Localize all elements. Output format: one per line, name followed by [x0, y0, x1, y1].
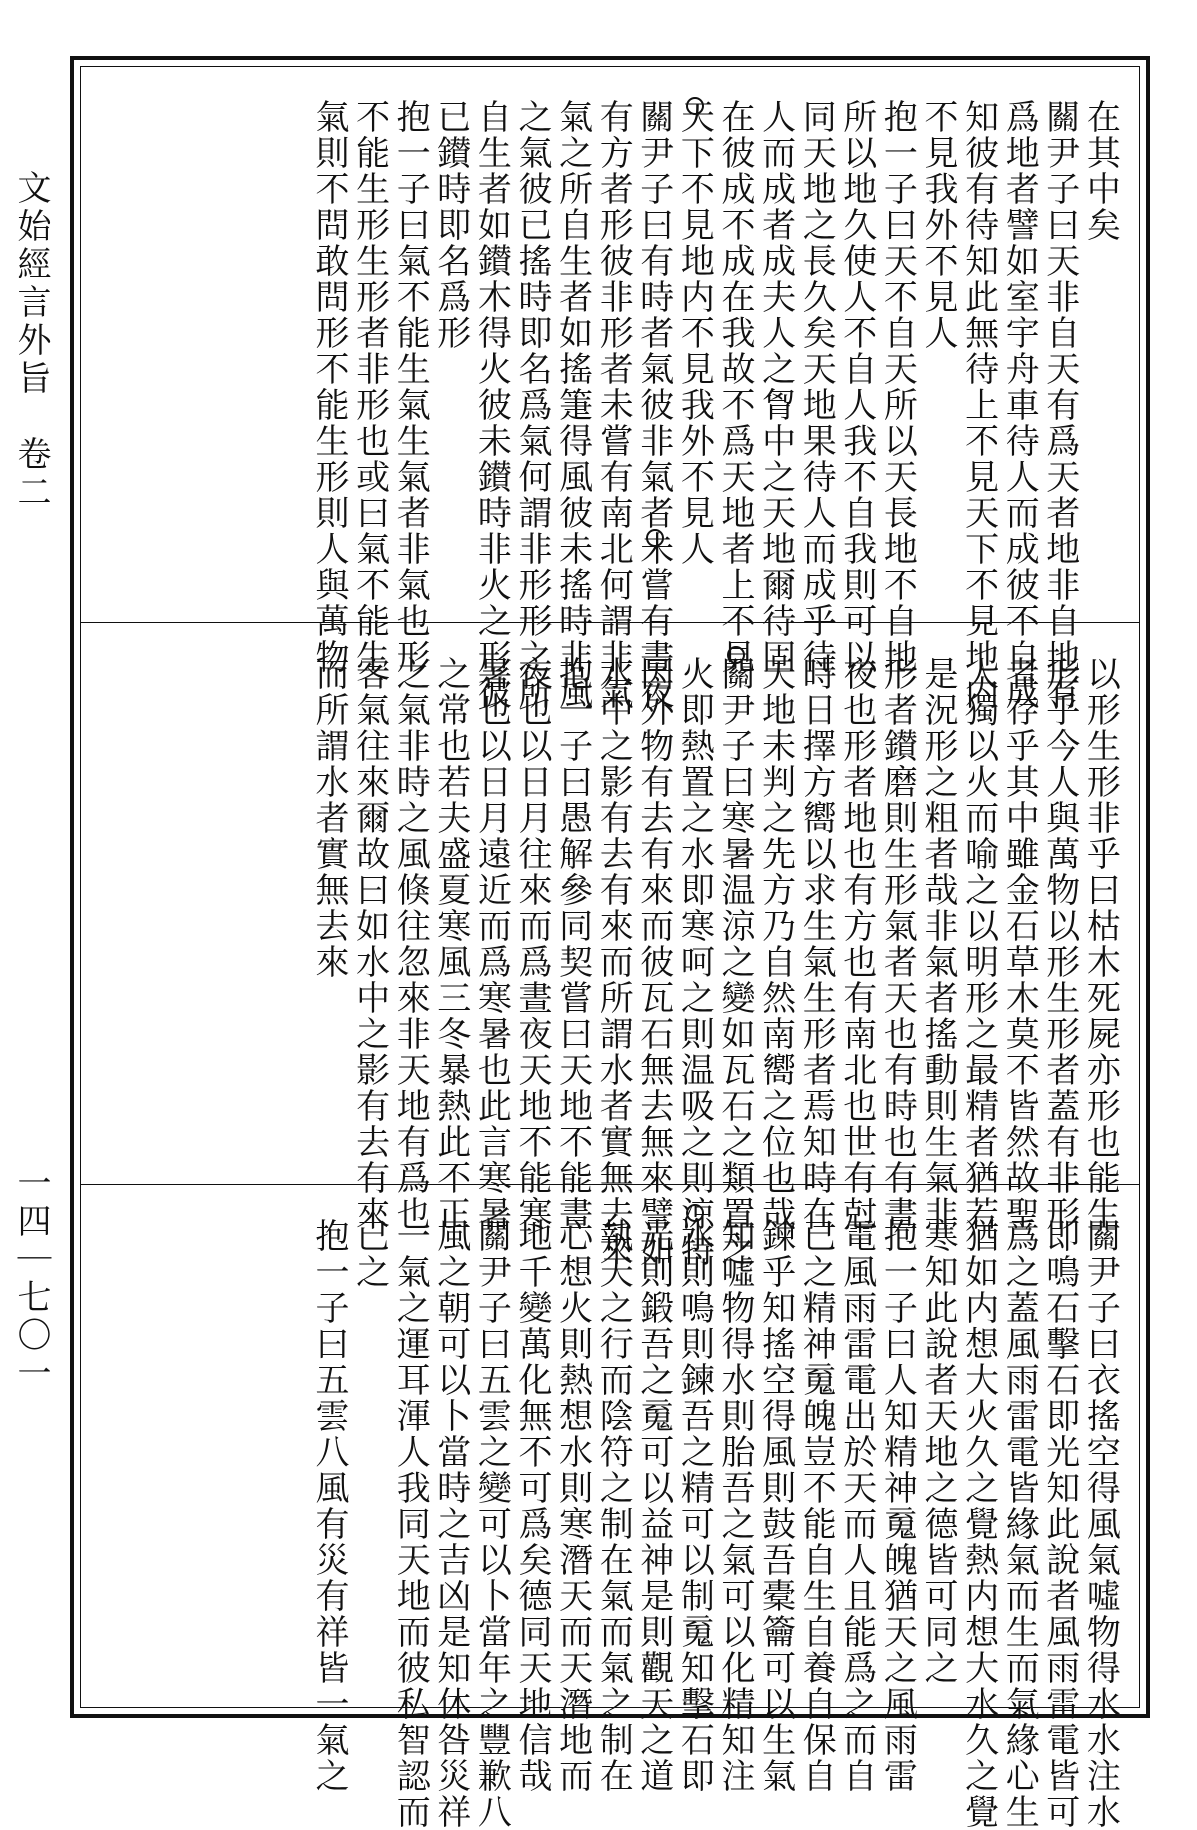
text-column: 在彼成不成在我故不爲天地者上不見	[715, 99, 755, 675]
text-column: 時日擇方嚮以求生氣生形者焉知時在	[796, 656, 837, 1232]
text-column: 寒知此說者天地之德皆可同之	[918, 1218, 958, 1686]
text-column: 形乎今人與萬物以形生形者蓋有非形	[1039, 656, 1080, 1232]
text-column: 抱一子曰愚解參同契嘗曰天地不能晝	[552, 656, 593, 1232]
text-column: 之常也若夫盛夏寒風三冬暴熱此不正	[430, 656, 471, 1232]
text-column: 所以地久使人不自人我不自我則可以	[836, 99, 877, 675]
text-column: 抱一子曰五雲八風有災有祥皆一氣之	[309, 1218, 349, 1794]
text-column: 已鑚時即名爲形	[430, 99, 471, 351]
text-column: 以形生形非乎曰枯木死屍亦形也能生	[1080, 656, 1121, 1232]
section-marker	[646, 529, 664, 547]
text-column: 關尹子曰五雲之變可以卜當年之豐歉八	[471, 1218, 512, 1830]
text-column: 知噓物得水則胎吾之氣可以化精知注	[715, 1218, 755, 1794]
text-column: 人獨以火而喻之以明形之最精者猶若	[958, 656, 999, 1232]
text-column: 同天地之長久矣天地果待人而成乎待	[796, 99, 837, 675]
text-column: 在其中矣	[1080, 99, 1121, 243]
page-number: 一四｜七〇一	[11, 1165, 51, 1393]
text-column: 心想火則熱想水則寒潛天而天潛地而	[552, 1218, 593, 1794]
text-column: 有方者形彼非形者未嘗有南北何謂非氣	[593, 99, 634, 711]
text-column: 夜也形者地也有方也有南北也世有尅	[836, 656, 877, 1232]
text-column: 天下不見地内不見我外不見人	[674, 99, 715, 567]
text-column: 猶如内想大火久之覺熱内想大水久之覺	[958, 1218, 999, 1830]
text-column: 抱一子曰氣不能生氣生氣者非氣也形	[390, 99, 431, 675]
text-column: 地千變萬化無不可爲矣德同天地信哉	[512, 1218, 552, 1794]
text-column: 關尹子曰衣搖空得風氣噓物得水水注水	[1080, 1218, 1121, 1830]
text-column: 光則鍛吾之䰟可以益神是則觀天之道	[633, 1218, 674, 1794]
text-column: 之氣彼已搖時即名爲氣何謂非形形之所	[512, 99, 552, 711]
text-column: 不能生形生形者非形也或曰氣不能生	[349, 99, 390, 675]
text-column: 自生者如鑚木得火彼未鑚時非火之形彼	[471, 99, 512, 711]
text-column: 知彼有待知此無待上不見天下不見地内	[958, 99, 999, 711]
text-column: 火即熱置之水即寒呵之則温吸之則涼特	[674, 656, 715, 1268]
text-column: 爲之蓋風雨雷電皆緣氣而生而氣緣心生	[999, 1218, 1040, 1830]
page-frame-inner	[80, 66, 1140, 1830]
margin-title: 文始經言外旨 卷二	[11, 170, 51, 512]
text-column: 水中之影有去有來而所謂水者實無去來	[593, 656, 634, 1268]
text-column: 抱一子曰人知精神䰟魄猶天之風雨雷	[877, 1218, 918, 1794]
text-column: 電風雨雷電出於天而人且能爲之而自	[836, 1218, 877, 1794]
text-column: 關尹子曰寒暑温涼之變如瓦石之類置之	[715, 656, 755, 1268]
text-column: 形者鑚磨則生形氣者天也有時也有晝	[877, 656, 918, 1232]
text-column: 因外物有去有來而彼瓦石無去無來譬如	[633, 656, 674, 1268]
text-column: 人而成者成夫人之胷中之天地爾待固	[755, 99, 796, 675]
text-column: 已之	[349, 1218, 390, 1290]
text-column: 即鳴石擊石即光知此說者風雨雷電皆可	[1039, 1218, 1080, 1830]
text-column: 抱一子曰天不自天所以天長地不自地	[877, 99, 918, 675]
text-column: 客氣往來爾故曰如水中之影有去有來	[349, 656, 390, 1232]
text-column: 天地未判之先方乃自然南嚮之位也哉	[755, 656, 796, 1232]
text-register-top	[81, 67, 1139, 711]
text-column: 已之精神䰟魄豈不能自生自養自保自	[796, 1218, 837, 1794]
text-column: 之氣非時之風倏往忽來非天地有爲也	[390, 656, 431, 1232]
text-column: 執天之行而陰符之制在氣而氣之制在	[593, 1218, 634, 1794]
text-column: 不見我外不見人	[918, 99, 958, 351]
text-column: 暑也以日月遠近而爲寒暑也此言寒暑	[471, 656, 512, 1232]
text-column: 水則鳴則鍊吾之精可以制䰟知擊石即	[674, 1218, 715, 1794]
text-column: 關尹子曰有時者氣彼非氣者未嘗有晝夜	[633, 99, 674, 711]
text-register-bottom	[81, 1186, 1139, 1830]
section-marker	[727, 646, 745, 664]
text-column: 氣則不問敢問形不能生形則人與萬物	[309, 99, 349, 675]
text-column: 氣之所自生者如搖箑得風彼未搖時非風	[552, 99, 593, 711]
page-frame	[70, 56, 1150, 1830]
text-column: 夜也以日月往來而爲晝夜天地不能寒	[512, 656, 552, 1232]
text-column: 是況形之粗者哉非氣者搖動則生氣非	[918, 656, 958, 1232]
register-divider	[81, 622, 1139, 623]
text-column: 關尹子曰天非自天有爲天者地非自地有	[1039, 99, 1080, 711]
text-column: 者存乎其中雖金石草木莫不皆然故聖	[999, 656, 1040, 1232]
text-column: 鍊乎知搖空得風則鼓吾橐籥可以生氣	[755, 1218, 796, 1794]
text-column: 一氣之運耳渾人我同天地而彼私智認而	[390, 1218, 431, 1830]
register-divider	[81, 1184, 1139, 1185]
text-column: 而所謂水者實無去來	[309, 656, 349, 980]
text-column: 爲地者譬如室宇舟車待人而成彼不自成	[999, 99, 1040, 711]
text-column: 風之朝可以卜當時之吉凶是知休咎災祥	[430, 1218, 471, 1830]
